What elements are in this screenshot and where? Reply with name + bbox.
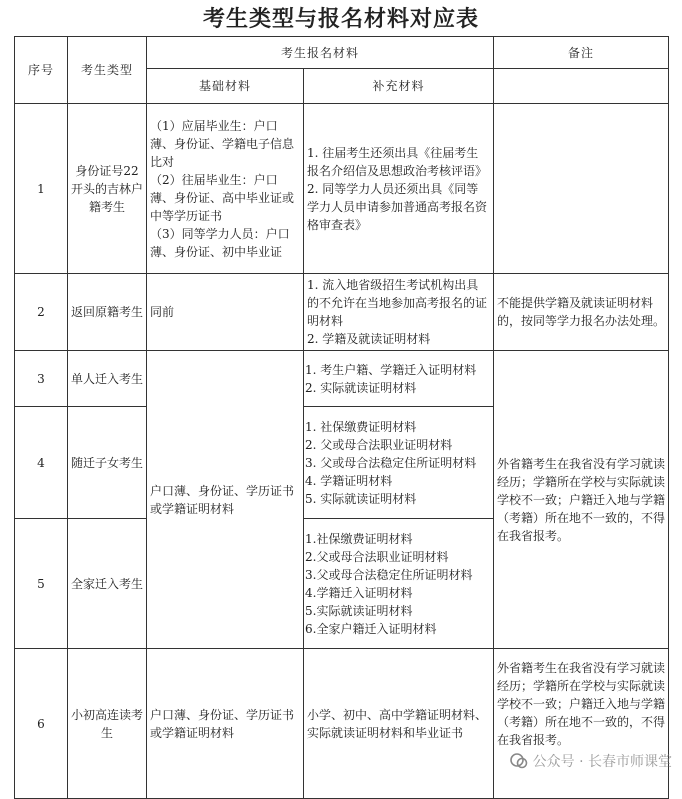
row-note: 不能提供学籍及就读证明材料的，按同等学力报名办法处理。 [494,274,669,351]
row-supplement [304,519,494,649]
supplement-line: 2.父或母合法职业证明材料 [305,549,449,564]
row-supplement [304,104,494,274]
row-type: 身份证号22开头的吉林户籍考生 [68,104,147,274]
row-type: 返回原籍考生 [68,274,147,351]
row-supplement [304,351,494,407]
basic-line: （2）往届毕业生：户口薄、身份证、高中毕业证或中等学历证书 [150,172,295,223]
materials-table [14,36,669,799]
supplement-line: 3. 父或母合法稳定住所证明材料 [305,455,477,470]
table-row [15,649,669,799]
row-basic: 户口薄、身份证、学历证书或学籍证明材料 [147,649,304,799]
row-type: 随迁子女考生 [68,407,147,519]
row-seq: 1 [15,104,68,274]
row-type: 全家迁入考生 [68,519,147,649]
supplement-line: 1. 往届考生还须出具《往届考生报名介绍信及思想政治考核评语》 [307,145,488,178]
table-row [15,274,669,351]
header-type: 考生类型 [68,37,147,104]
supplement-line: 1. 流入地省级招生考试机构出具的不允许在当地参加高考报名的证明材料 [307,278,488,328]
supplement-line: 6.全家户籍迁入证明材料 [305,621,437,636]
row-seq: 6 [15,649,68,799]
row-seq: 3 [15,351,68,407]
supplement-line: 1. 考生户籍、学籍迁入证明材料 [305,362,477,377]
basic-line: （1）应届毕业生：户口薄、身份证、学籍电子信息比对 [150,118,295,169]
supplement-line: 4.学籍迁入证明材料 [305,585,413,600]
shared-basic: 户口薄、身份证、学历证书或学籍证明材料 [147,351,304,649]
table-row [15,351,669,407]
row-seq: 5 [15,519,68,649]
watermark-text: 公众号 · 长春市师课堂 [532,754,672,770]
header-seq: 序号 [15,37,68,104]
row-type: 小初高连读考生 [68,649,147,799]
row-note: 外省籍考生在我省没有学习就读经历；学籍所在学校与实际就读学校不一致；户籍迁入地与学籍（考籍）所在地不一致的，不得在我省报考。 [494,649,669,799]
basic-line: （3）同等学力人员：户口薄、身份证、初中毕业证 [150,226,290,259]
header-materials: 考生报名材料 [147,37,494,69]
supplement-line: 3.父或母合法稳定住所证明材料 [305,567,473,582]
watermark [509,751,672,771]
row-supplement [304,407,494,519]
supplement-line: 2. 同等学力人员还须出具《同等学力人员申请参加普通高考报名资格审查表》 [307,181,488,232]
wechat-icon [509,751,529,771]
supplement-line: 1. 社保缴费证明材料 [305,419,417,434]
supplement-line: 2. 实际就读证明材料 [305,380,417,395]
header-note: 备注 [494,37,669,69]
supplement-line: 2. 父或母合法职业证明材料 [305,437,453,452]
row-supplement: 小学、初中、高中学籍证明材料、实际就读证明材料和毕业证书 [304,649,494,799]
row-type: 单人迁入考生 [68,351,147,407]
supplement-line: 1.社保缴费证明材料 [305,531,413,546]
supplement-line: 5.实际就读证明材料 [305,603,413,618]
header-basic: 基础材料 [147,69,304,104]
supplement-line: 2. 学籍及就读证明材料 [307,332,431,346]
header-note-empty [494,69,669,104]
supplement-line: 5. 实际就读证明材料 [305,491,417,506]
supplement-line: 4. 学籍证明材料 [305,473,393,488]
row-supplement [304,274,494,351]
row-note [494,104,669,274]
shared-note: 外省籍考生在我省没有学习就读经历；学籍所在学校与实际就读学校不一致；户籍迁入地与学籍（考籍）所在地不一致的，不得在我省报考。 [494,351,669,649]
header-supplement: 补充材料 [304,69,494,104]
table-row [15,104,669,274]
row-seq: 2 [15,274,68,351]
page-title: 考生类型与报名材料对应表 [202,7,479,32]
row-basic: 同前 [147,274,304,351]
row-seq: 4 [15,407,68,519]
row-basic [147,104,304,274]
